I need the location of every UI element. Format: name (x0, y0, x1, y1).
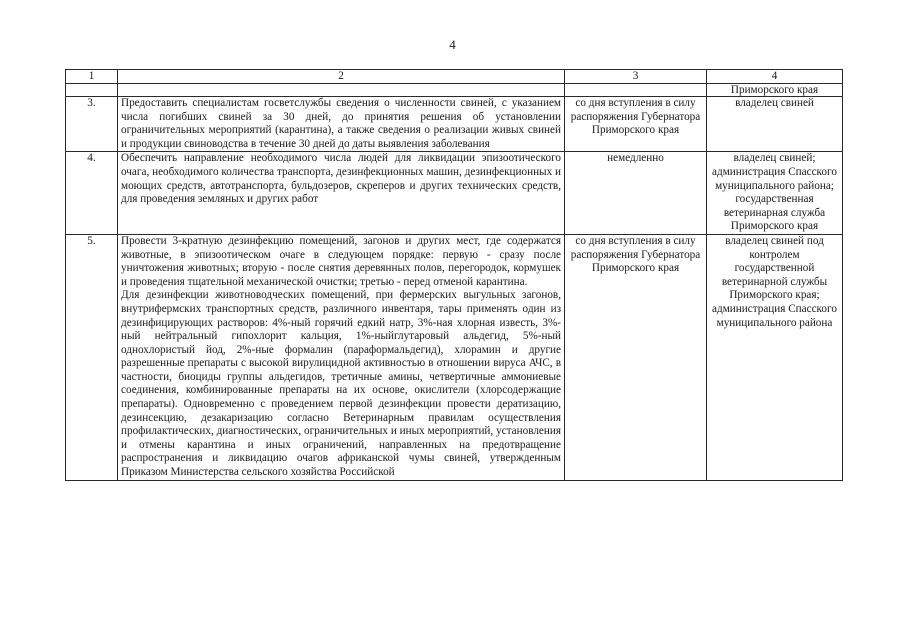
measure-paragraph: Для дезинфекции животноводческих помещений, при фермерских выгульных загонов, внутрифермских транспортных средств, различного инвентаря, тары применять один из дезинфицирующих растворов: 4%-ный горячий едкий натр, 3%-ная хлорная известь, 3%-ный нейтральный гипохлорит кальция, 1%-ныйглутаровый альдегид, 5%-ный однохлористый йод, 2%-ные формалин (параформальдегид), хлорамин и другие разрешенные препараты с высокой вирулицидной активностью в отношении вируса АЧС, в частности, биоциды группы альдегидов, третичные амины, четвертичные аммониевые соединения, комбинированные препараты на их основе, окислители (хлорсодержащие препараты). Одновременно с проведением первой дезинфекции провести дератизацию, дезинсекцию, дезакаризацию согласно Ветеринарным правилам осуществления профилактических, диагностических, ограничительных и иных мероприятий, установления и отмены карантина и иных ограничений, направленных на предотвращение распространения и ликвидацию очагов африканской чумы свиней, утвержденным Приказом Министерства сельского хозяйства Российской (121, 289, 561, 479)
continuation-term (565, 84, 707, 97)
row-term: со дня вступления в силу распоряжения Губернатора Приморского края (565, 97, 707, 152)
row-term: со дня вступления в силу распоряжения Губернатора Приморского края (565, 234, 707, 480)
table-row (66, 97, 843, 152)
measure-paragraph: Провести 3-кратную дезинфекцию помещений, загонов и других мест, где содержатся животные, в эпизоотическом очаге в следующем порядке: первую - сразу после уничтожения животных; вторую - после снятия деревянных полов, перегородок, кормушек и проведения тщательной механической очистки; третью - перед отменой карантина. (121, 234, 561, 288)
measures-table (65, 69, 843, 481)
row-measure-text (118, 97, 565, 152)
row-responsible: владелец свиней (707, 97, 843, 152)
row-responsible: владелец свиней; администрация Спасского муниципального района; государственная ветеринарная служба Приморского края (707, 152, 843, 235)
continuation-text (118, 84, 565, 97)
table-header-row (66, 70, 843, 84)
row-responsible: владелец свиней под контролем государственной ветеринарной службы Приморского края; администрация Спасского муниципального района (707, 234, 843, 480)
header-col-3: 3 (565, 70, 707, 84)
continuation-num (66, 84, 118, 97)
table-row (66, 152, 843, 235)
continuation-row (66, 84, 843, 97)
row-term: немедленно (565, 152, 707, 235)
page-number: 4 (449, 37, 456, 52)
header-col-2: 2 (118, 70, 565, 84)
row-measure-text (118, 234, 565, 480)
row-number: 4. (66, 152, 118, 235)
row-measure-text (118, 152, 565, 235)
measure-paragraph: Предоставить специалистам госветслужбы сведения о численности свиней, с указанием числа погибших свиней за 30 дней, до принятия решения об установлении ограничительных мероприятий (карантина), а также сведения о реализации живых свиней и продукции свиноводства в течение 30 дней до даты выявления заболевания (121, 97, 561, 150)
measure-paragraph: Обеспечить направление необходимого числа людей для ликвидации эпизоотического очага, необходимого количества транспорта, дезинфекционных машин, дезинфекционных и моющих средств, автотранспорта, бульдозеров, скреперов и других технических средств, для проведения земляных и других работ (121, 152, 561, 206)
row-number: 3. (66, 97, 118, 152)
table-row (66, 234, 843, 480)
row-number: 5. (66, 234, 118, 480)
header-col-1: 1 (66, 70, 118, 84)
header-col-4: 4 (707, 70, 843, 84)
continuation-responsible: Приморского края (707, 84, 843, 97)
